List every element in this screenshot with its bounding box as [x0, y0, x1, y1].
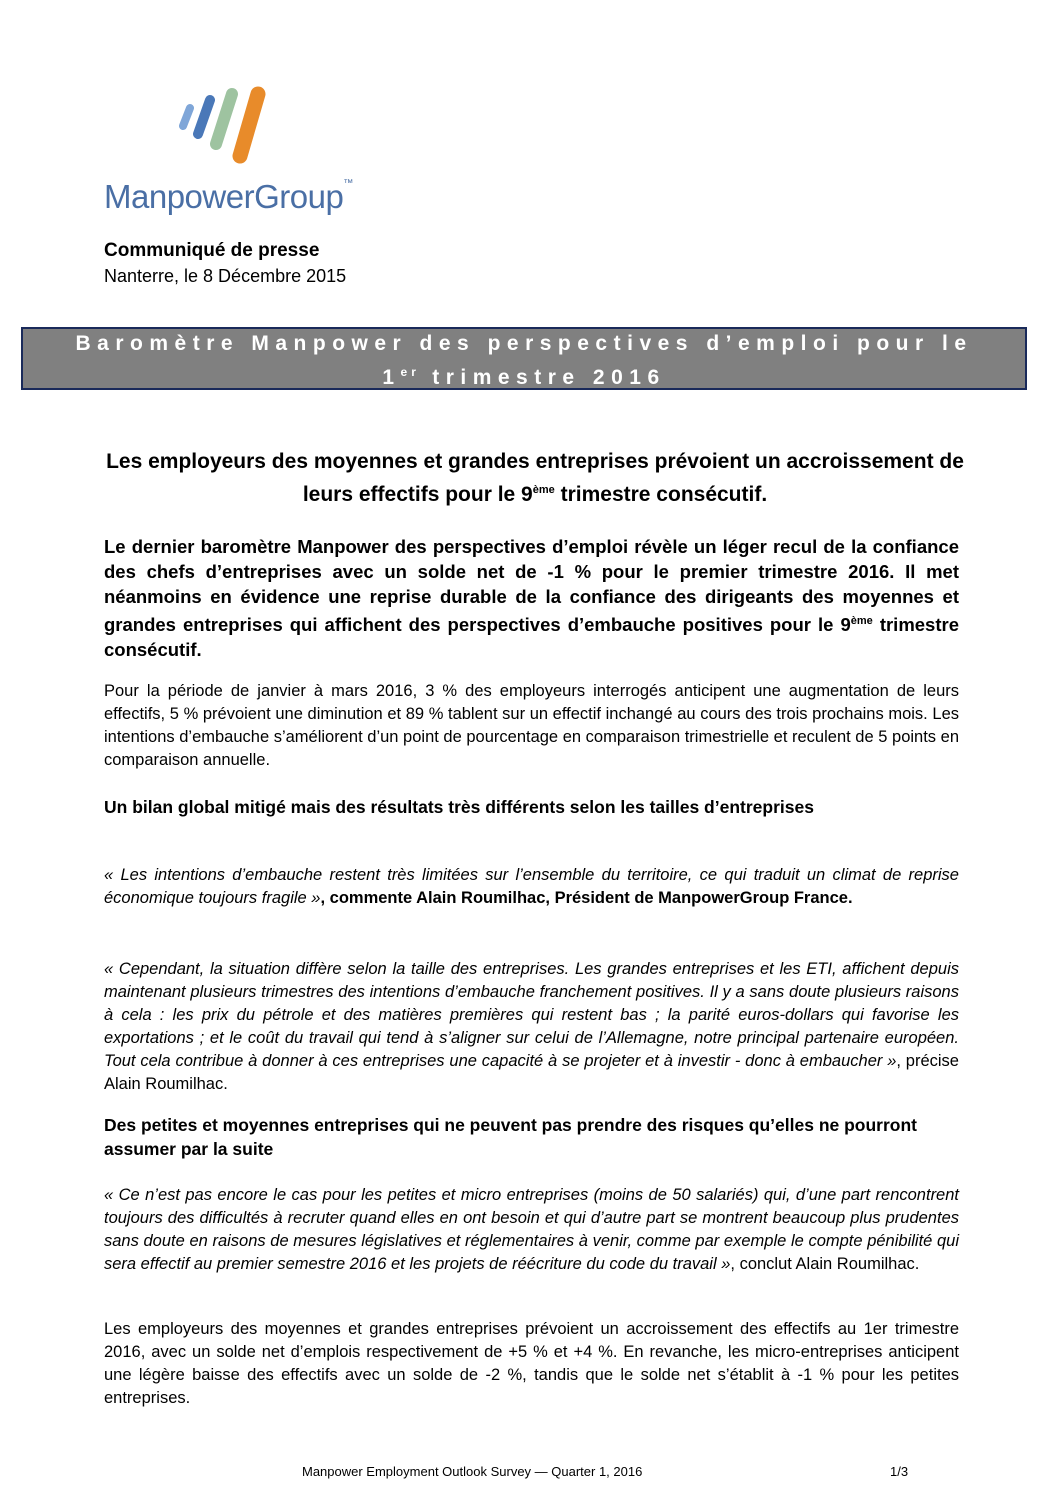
- logo-wordmark: ManpowerGroup™: [104, 178, 353, 215]
- headline: Les employeurs des moyennes et grandes entreprises prévoient un accroissement de leurs effectifs pour le 9ème trimestre consécutif.: [106, 450, 964, 506]
- quote-paragraph-3: « Ce n’est pas encore le cas pour les petites et micro entreprises (moins de 50 salariés) qui, d’une part rencontrent toujours des difficultés à recruter quand elles en ont besoin et qui d’autre part se montrent beaucoup plus prudentes sans doute en raisons de mesures législatives et réglementaires à venir, comme par exemple le compte pénibilité qui sera effectif au premier semestre 2016 et les projets de réécriture du code du travail », conclut Alain Roumilhac.: [104, 1186, 959, 1273]
- body-paragraph-2: Les employeurs des moyennes et grandes entreprises prévoient un accroissement des effectifs au 1er trimestre 2016, avec un solde net d’emplois respectivement de +5 % et +4 %. En revanche, les micro-entreprises anticipent une légère baisse des effectifs avec un solde de -2 %, tandis que le solde net s’établit à -1 % pour les petites entreprises.: [104, 1320, 959, 1407]
- title-banner: [21, 327, 1027, 390]
- banner-line-1: Baromètre Manpower des perspectives d’emploi pour le: [75, 332, 973, 355]
- lead-paragraph: Le dernier baromètre Manpower des perspectives d’emploi révèle un léger recul de la confiance des chefs d’entreprises avec un solde net de -1 % pour le premier trimestre 2016. Il met néanmoins en évidence une reprise durable de la confiance des dirigeants des moyennes et grandes entreprises qui affichent des perspectives d’embauche positives pour le 9ème trimestre consécutif.: [104, 536, 959, 661]
- page-number: 1/3: [890, 1464, 909, 1479]
- manpowergroup-logo: [104, 80, 354, 215]
- press-release-date: Nanterre, le 8 Décembre 2015: [104, 266, 347, 286]
- quote-paragraph-1: « Les intentions d’embauche restent très limitées sur l’ensemble du territoire, ce qui traduit un climat de reprise économique toujours fragile », commente Alain Roumilhac, Président de ManpowerGroup France.: [104, 866, 959, 907]
- quote-paragraph-2: « Cependant, la situation diffère selon la taille des entreprises. Les grandes entreprises et les ETI, affichent depuis maintenant plusieurs trimestres des intentions d’embauche franchement positives. Il y a sans doute plusieurs raisons à cela : les prix du pétrole et des matières premières qui restent bas ; la parité euros-dollars qui favorise les exportations ; et le coût du travail qui tend à s’aligner sur celui de l’Allemagne, notre principal partenaire européen. Tout cela contribue à donner à ces entreprises une capacité à se projeter et à investir - donc à embaucher », précise Alain Roumilhac.: [104, 960, 959, 1093]
- page-footer: Manpower Employment Outlook Survey — Quarter 1, 2016: [302, 1464, 643, 1479]
- section-heading-2: Des petites et moyennes entreprises qui ne peuvent pas prendre des risques qu’elles ne pourront assumer par la suite: [104, 1115, 918, 1159]
- logo-stripes-icon: [176, 86, 286, 171]
- section-heading-1: Un bilan global mitigé mais des résultats très différents selon les tailles d’entreprises: [104, 797, 814, 817]
- body-paragraph-1: Pour la période de janvier à mars 2016, 3 % des employeurs interrogés anticipent une augmentation de leurs effectifs, 5 % prévoient une diminution et 89 % tablent sur un effectif inchangé au cours des trois prochains mois. Les intentions d’embauche s’améliorent d’un point de pourcentage en comparaison trimestrielle et reculent de 5 points en comparaison annuelle.: [104, 682, 959, 769]
- press-release-title: Communiqué de presse: [104, 240, 320, 261]
- banner-line-2: 1er trimestre 2016: [382, 365, 666, 389]
